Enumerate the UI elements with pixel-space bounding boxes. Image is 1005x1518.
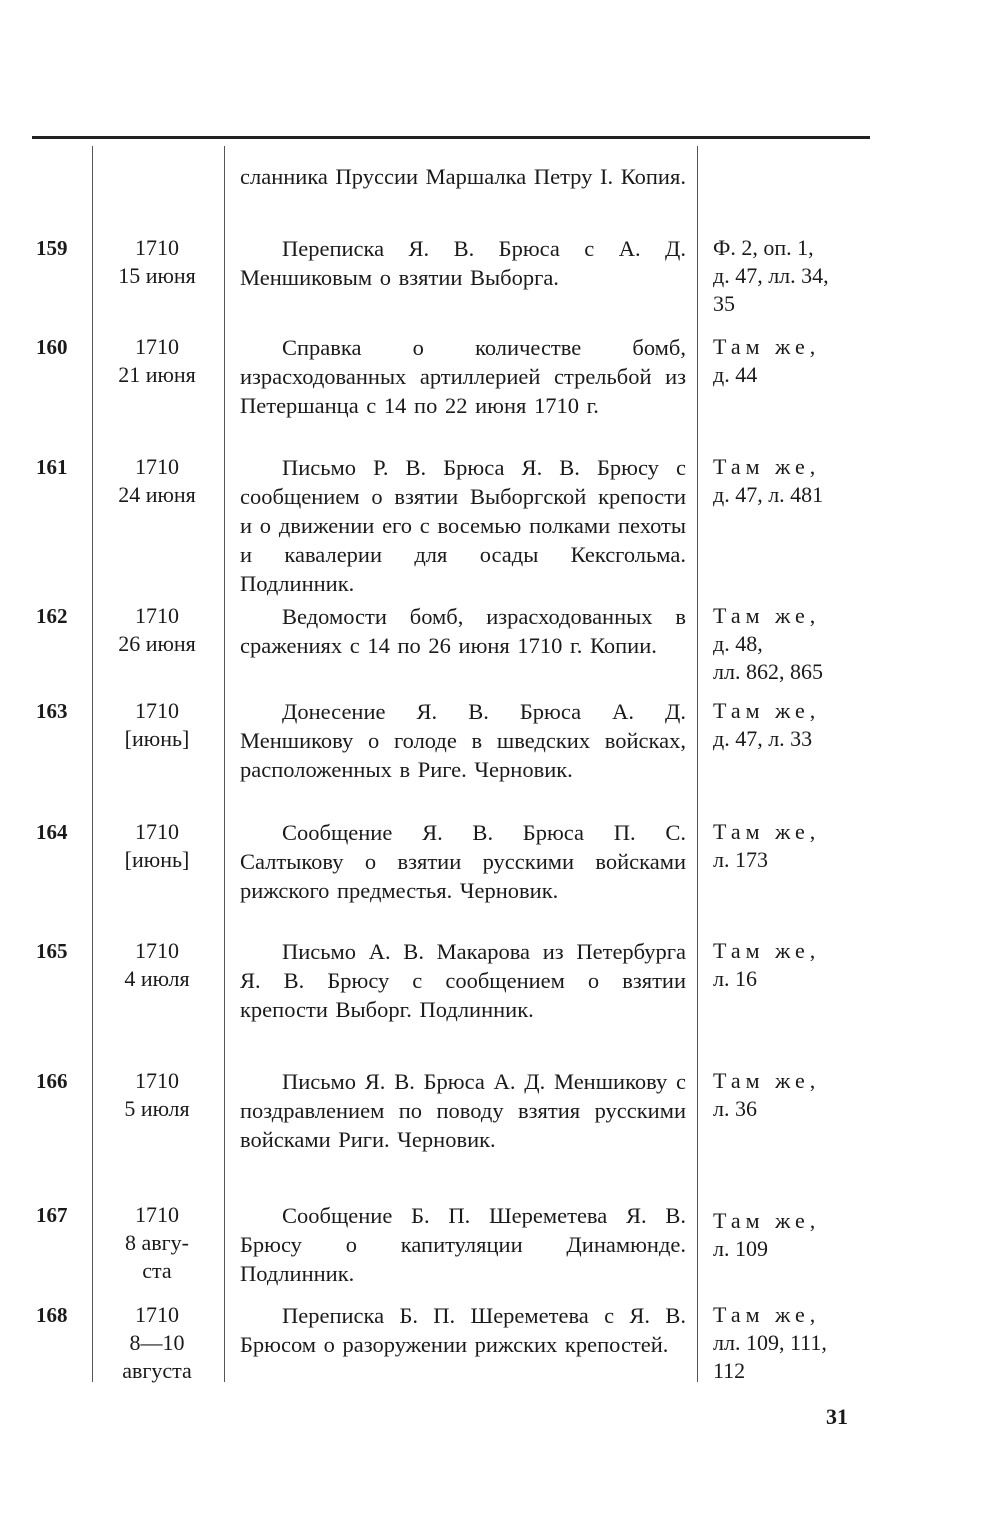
source-line: Там же,: [713, 454, 821, 479]
date-day: 24 июня: [118, 482, 196, 507]
date-year: 1710: [135, 1302, 179, 1327]
entry-number: 166: [36, 1069, 68, 1093]
source-line: Там же,: [713, 1208, 821, 1233]
entry-source: [713, 333, 873, 389]
date-day: 8 авгу-: [124, 1230, 189, 1255]
entry-description: Сообщение Б. П. Шереметева Я. В. Брюсу о капитуляции Динамюнде. Подлинник.: [240, 1203, 686, 1286]
source-line: 112: [713, 1358, 746, 1383]
date-day: 5 июля: [124, 1096, 190, 1121]
date-day: [июнь]: [124, 847, 190, 872]
entry-number: 164: [36, 820, 68, 844]
entry-source: [713, 1207, 873, 1263]
date-year: 1710: [135, 698, 179, 723]
source-line: Там же,: [713, 603, 821, 628]
entry-date: [98, 937, 216, 993]
source-line: Там же,: [713, 938, 821, 963]
entry-source: [713, 1067, 873, 1123]
source-line: д. 48,: [713, 631, 763, 656]
date-day: 26 июня: [118, 631, 196, 656]
entry-source: [713, 937, 873, 993]
source-line: д. 47, л. 481: [713, 482, 824, 507]
source-line: Там же,: [713, 1068, 821, 1093]
source-line: л. 109: [713, 1236, 768, 1261]
entry-source: [713, 818, 873, 874]
date-day: 21 июня: [118, 362, 196, 387]
date-year: 1710: [135, 819, 179, 844]
date-day-cont: ста: [142, 1258, 172, 1283]
date-day: 15 июня: [118, 263, 196, 288]
source-line: л. 173: [713, 847, 768, 872]
date-year: 1710: [135, 334, 179, 359]
entry-number: 165: [36, 939, 68, 963]
source-line: Там же,: [713, 819, 821, 844]
entry-source: [713, 234, 873, 318]
entry-description: Письмо А. В. Макарова из Петербурга Я. В. Брюсу с сообщением о взятии крепости Выборг. Подлинник.: [240, 939, 686, 1022]
date-year: 1710: [135, 938, 179, 963]
entry-date: [98, 602, 216, 658]
entry-date: [98, 234, 216, 290]
date-day: 4 июля: [124, 966, 190, 991]
source-line: л. 16: [713, 966, 757, 991]
entry-description: Сообщение Я. В. Брюса П. С. Салтыкову о взятии русскими войсками рижского предместья. Черновик.: [240, 820, 686, 903]
entry-number: 160: [36, 335, 68, 359]
source-line: Там же,: [713, 698, 821, 723]
entry-description: Донесение Я. В. Брюса А. Д. Меншикову о голоде в шведских войсках, расположенных в Риге. Черновик.: [240, 699, 686, 782]
entry-source: [713, 1301, 873, 1385]
entry-number: 159: [36, 236, 68, 260]
entry-description: Переписка Б. П. Шереметева с Я. В. Брюсом о разоружении рижских крепостей.: [240, 1303, 686, 1357]
entry-date: [98, 818, 216, 874]
header-rule: [32, 136, 870, 139]
entry-source: [713, 602, 873, 686]
source-line: л. 36: [713, 1096, 757, 1121]
column-divider-2: [224, 146, 225, 1382]
source-line: лл. 109, 111,: [713, 1330, 827, 1355]
date-month: августа: [122, 1358, 192, 1383]
entry-date: [98, 333, 216, 389]
entry-number: 163: [36, 699, 68, 723]
entry-date: [98, 1067, 216, 1123]
source-line: д. 47, л. 33: [713, 726, 813, 751]
entry-source: [713, 453, 873, 509]
date-day: [июнь]: [124, 726, 190, 751]
entry-number: 161: [36, 455, 68, 479]
date-year: 1710: [135, 603, 179, 628]
entry-date: [98, 453, 216, 509]
date-year: 1710: [135, 1068, 179, 1093]
entry-description: Справка о количестве бомб, израсходованных артиллерией стрельбой из Петершанца с 14 по 22 июня 1710 г.: [240, 335, 686, 418]
source-line: д. 47, лл. 34,: [713, 263, 829, 288]
source-line: д. 44: [713, 362, 758, 387]
entry-date: [98, 697, 216, 753]
source-line: Ф. 2, оп. 1,: [713, 235, 814, 260]
entry-description: Письмо Я. В. Брюса А. Д. Меншикову с поздравлением по поводу взятия русскими войсками Риги. Черновик.: [240, 1069, 686, 1152]
continuation-description: сланника Пруссии Маршалка Петру I. Копия.: [240, 164, 686, 189]
entry-number: 168: [36, 1303, 68, 1327]
entry-date: [98, 1201, 216, 1285]
source-line: Там же,: [713, 334, 821, 359]
page-number: 31: [826, 1404, 848, 1429]
source-line: 35: [713, 291, 735, 316]
entry-source: [713, 697, 873, 753]
entry-number: 162: [36, 604, 68, 628]
column-divider-1: [92, 146, 93, 1382]
entry-date: [98, 1301, 216, 1385]
date-day: 8—10: [129, 1330, 185, 1355]
source-line: лл. 862, 865: [713, 659, 823, 684]
entry-description: Письмо Р. В. Брюса Я. В. Брюсу с сообщением о взятии Выборгской крепости и о движении его с восемью полками пехоты и кавалерии для осады Кексгольма. Подлинник.: [240, 455, 686, 596]
entry-description: Ведомости бомб, израсходованных в сражениях с 14 по 26 июня 1710 г. Копии.: [240, 604, 686, 658]
date-year: 1710: [135, 454, 179, 479]
entry-description: Переписка Я. В. Брюса с А. Д. Меншиковым о взятии Выборга.: [240, 236, 686, 290]
date-year: 1710: [135, 235, 179, 260]
column-divider-3: [697, 146, 698, 1382]
date-year: 1710: [135, 1202, 179, 1227]
source-line: Там же,: [713, 1302, 821, 1327]
entry-number: 167: [36, 1203, 68, 1227]
